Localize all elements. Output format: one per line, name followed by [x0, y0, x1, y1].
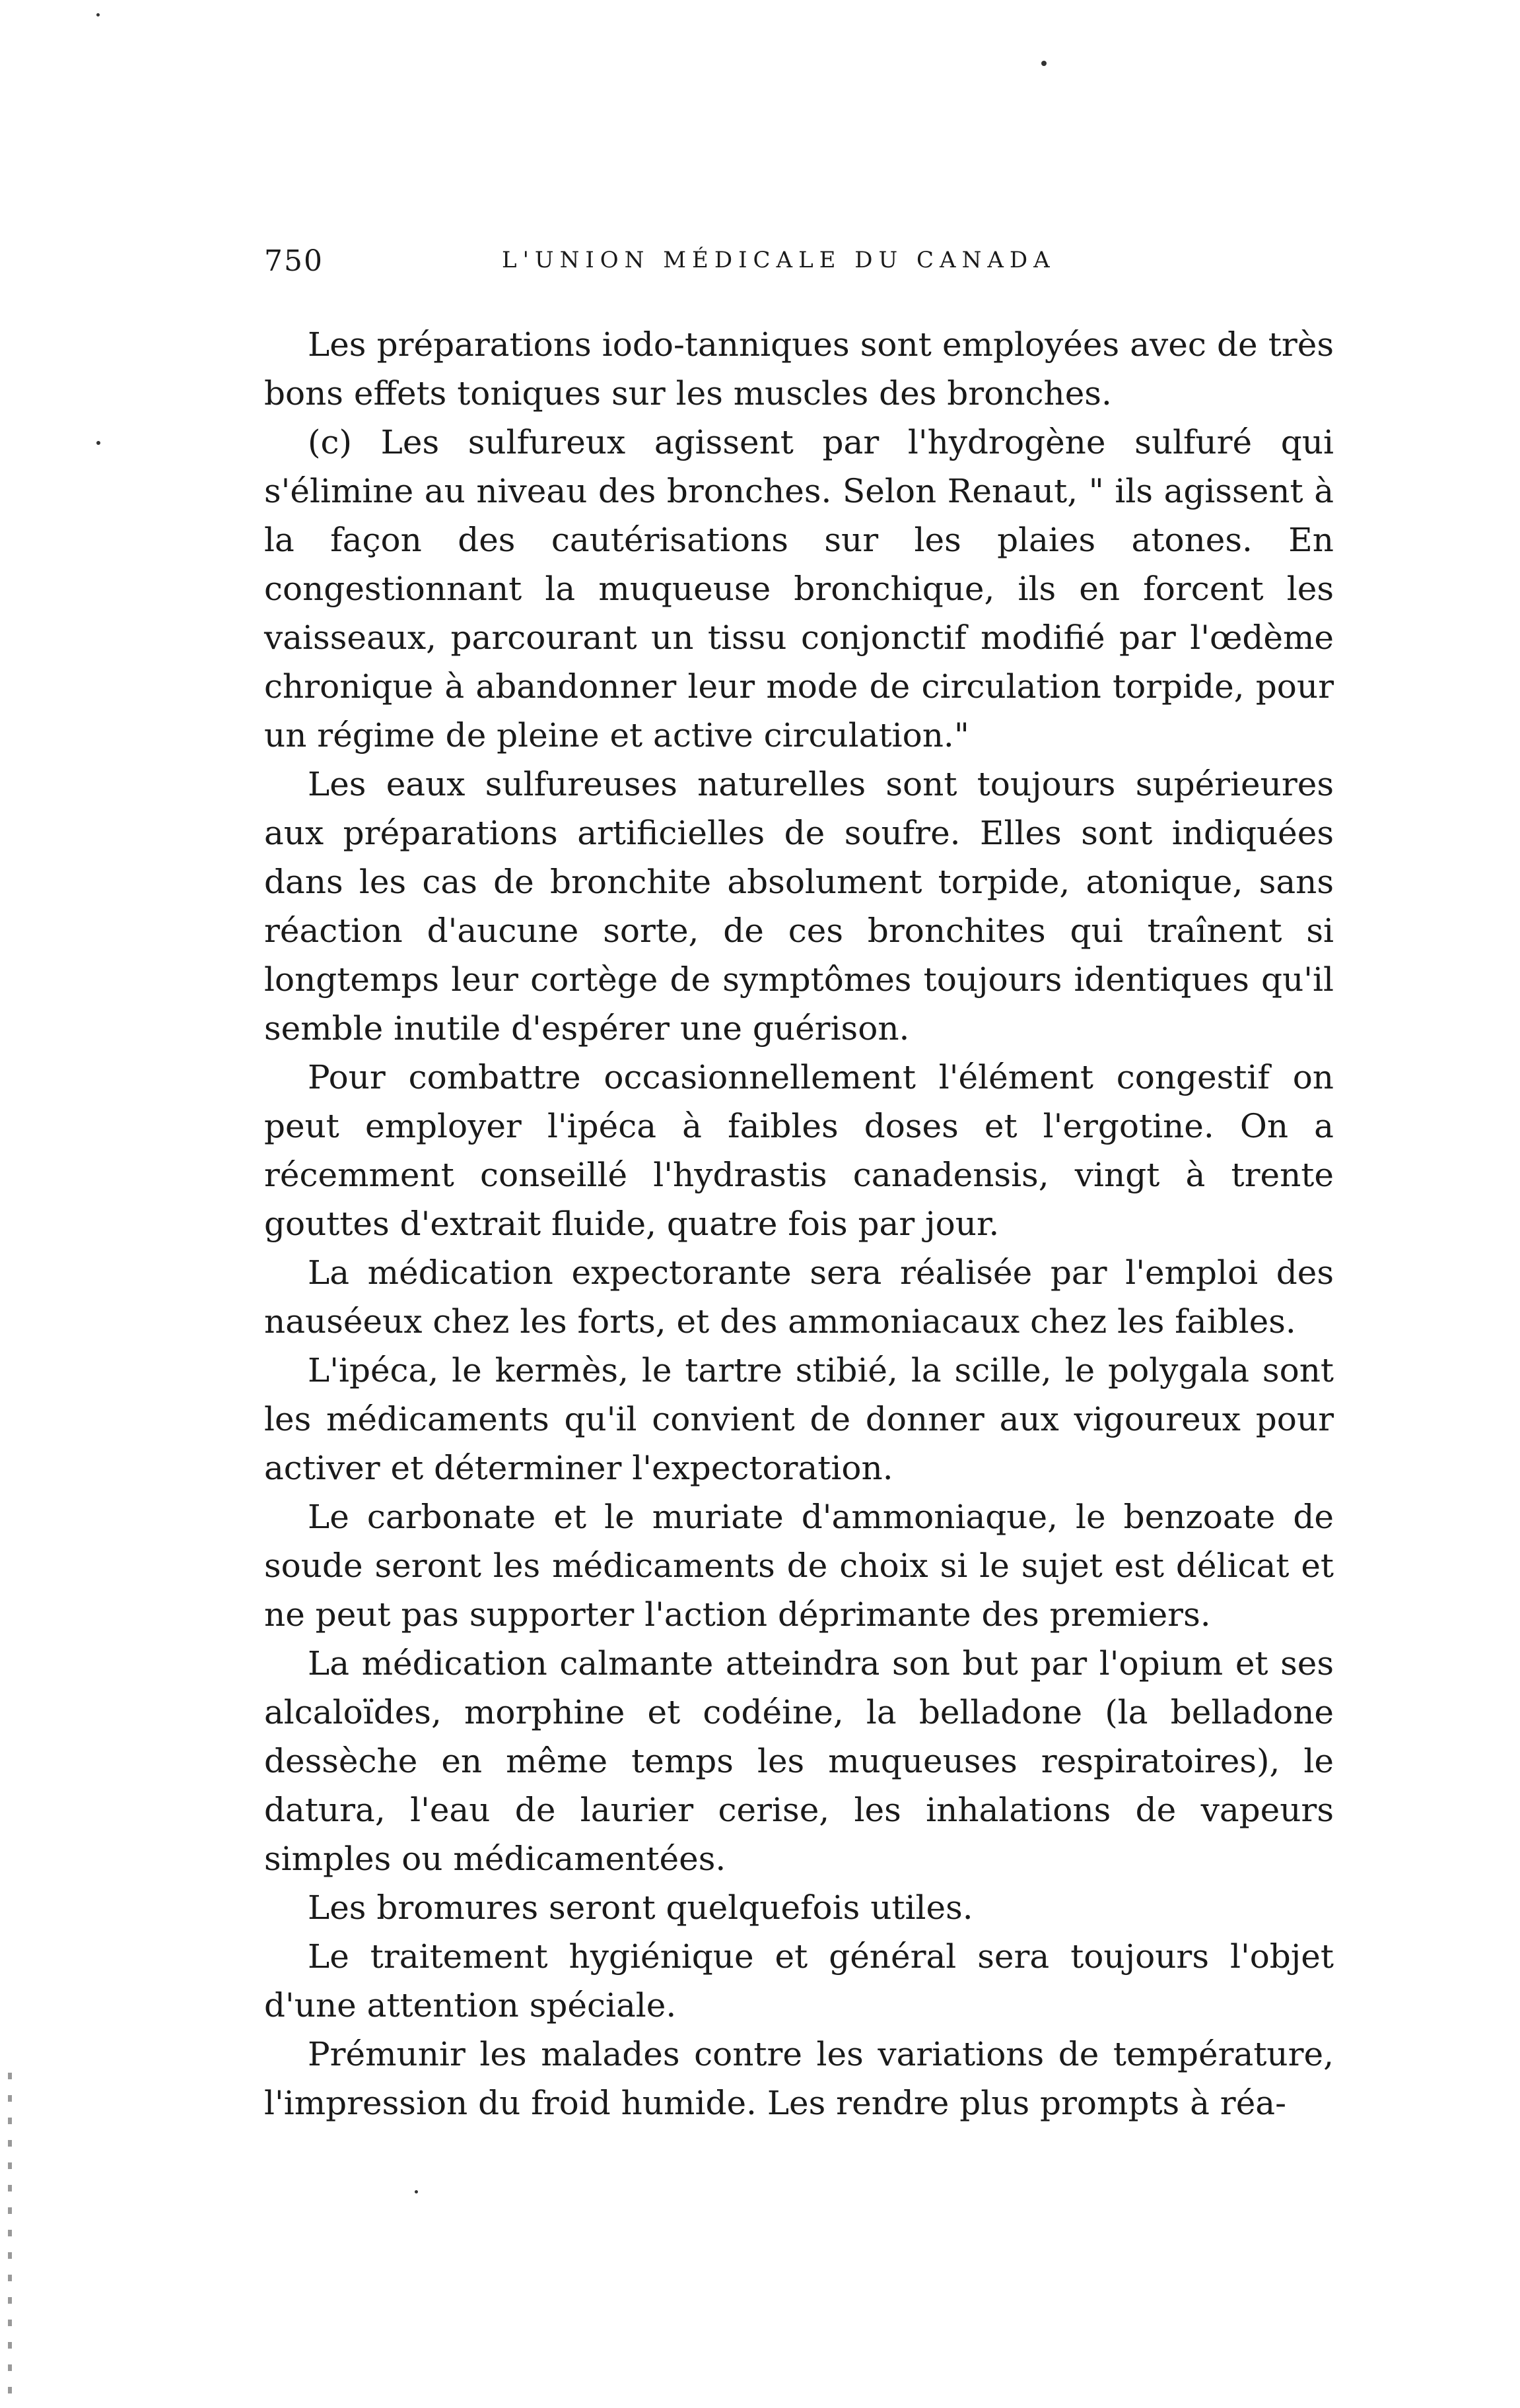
paragraph: Le carbonate et le muriate d'ammoniaque, le benzoate de soude seront les médicaments de choix si le sujet est délicat et ne peut pas supporter l'action déprimante des premiers.	[264, 1498, 1334, 1634]
margin-scan-marks	[8, 2073, 12, 2403]
print-speck	[96, 441, 100, 445]
paragraph: Les eaux sulfureuses naturelles sont toujours supérieures aux préparations artificielles de soufre. Elles sont indiquées dans les cas de bronchite absolument torpide, atonique, sans réaction d'aucune sorte, de ces bronchites qui traînent si longtemps leur cortège de symptômes toujours identiques qu'il semble inutile d'espérer une guérison.	[264, 765, 1334, 1048]
paragraph: Les préparations iodo-tanniques sont employées avec de très bons effets toniques sur les muscles des bronches.	[264, 325, 1334, 413]
page-number: 750	[264, 244, 324, 278]
paragraph: L'ipéca, le kermès, le tartre stibié, la scille, le polygala sont les médicaments qu'il convient de donner aux vigoureux pour activer et déterminer l'expectoration.	[264, 1351, 1334, 1487]
running-title: L'UNION MÉDICALE DU CANADA	[502, 247, 1056, 273]
paragraph: La médication expectorante sera réalisée par l'emploi des nauséeux chez les forts, et des ammoniacaux chez les faibles.	[264, 1254, 1334, 1341]
print-speck	[415, 2190, 418, 2193]
paragraph: Pour combattre occasionnellement l'élément congestif on peut employer l'ipéca à faibles doses et l'ergotine. On a récemment conseillé l'hydrastis canadensis, vingt à trente gouttes d'extrait fluide, quatre fois par jour.	[264, 1058, 1334, 1243]
page-header	[264, 244, 1334, 284]
print-speck	[96, 13, 100, 17]
paragraph: Les bromures seront quelquefois utiles.	[308, 1889, 973, 1927]
paragraph: La médication calmante atteindra son but par l'opium et ses alcaloïdes, morphine et codéine, la belladone (la belladone dessèche en même temps les muqueuses respiratoires), le datura, l'eau de laurier cerise, les inhalations de vapeurs simples ou médicamentées.	[264, 1644, 1334, 1878]
print-speck	[1041, 61, 1047, 66]
body-text	[264, 320, 1334, 2127]
paragraph: Le traitement hygiénique et général sera toujours l'objet d'une attention spéciale.	[264, 1937, 1334, 2024]
paragraph: Prémunir les malades contre les variations de température, l'impression du froid humide. Les rendre plus prompts à réa-	[264, 2035, 1334, 2122]
paragraph: (c) Les sulfureux agissent par l'hydrogène sulfuré qui s'élimine au niveau des bronches. Selon Renaut, " ils agissent à la façon des cautérisations sur les plaies atones. En congestionnant la muqueuse bronchique, ils en forcent les vaisseaux, parcourant un tissu conjonctif modifié par l'œdème chronique à abandonner leur mode de circulation torpide, pour un régime de pleine et active circulation."	[264, 423, 1334, 754]
